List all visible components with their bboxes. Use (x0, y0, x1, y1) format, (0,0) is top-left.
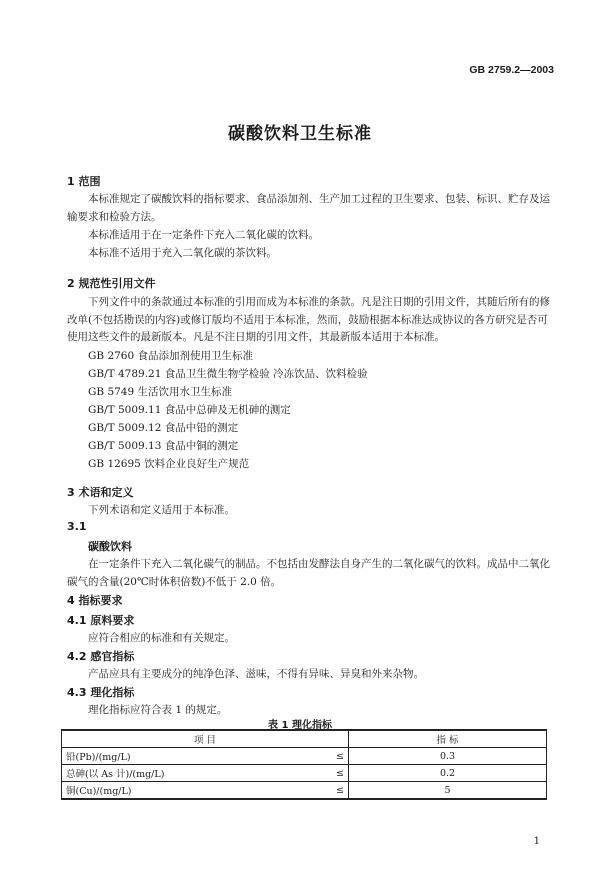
table-row (62, 782, 547, 800)
table-row (62, 765, 547, 782)
column-header-item: 项 目 (62, 730, 349, 748)
row-value: 0.3 (349, 748, 547, 765)
table-row (62, 748, 547, 765)
reference-item: GB 5749 生活饮用水卫生标准 (88, 386, 233, 398)
document-title: 碳酸饮料卫生标准 (228, 124, 372, 144)
section-2-heading: 2 规范性引用文件 (67, 277, 156, 290)
subsection-4-2-text: 产品应具有主要成分的纯净色泽、滋味，不得有异味、异臭和外来杂物。 (88, 668, 424, 680)
row-item: 总砷(以 As 计)/(mg/L) (62, 765, 281, 782)
reference-item: GB/T 5009.11 食品中总砷及无机砷的测定 (88, 404, 291, 416)
physicochemical-table (61, 729, 547, 800)
section-1-para-2: 本标准适用于在一定条件下充入二氧化碳的饮料。 (88, 229, 319, 241)
subsection-4-3-heading: 4.3 理化指标 (67, 686, 135, 699)
section-1-para-3: 本标准不适用于充入二氧化碳的茶饮料。 (88, 247, 277, 259)
section-4-heading: 4 指标要求 (67, 594, 123, 607)
subsection-4-1-heading: 4.1 原料要求 (67, 614, 135, 627)
page-number: 1 (533, 836, 540, 847)
reference-item: GB/T 4789.21 食品卫生微生物学检验 冷冻饮品、饮料检验 (88, 368, 368, 380)
table-caption: 表 1 理化指标 (268, 720, 332, 731)
section-2-para-1: 下列文件中的条款通过本标准的引用而成为本标准的条款。凡是注日期的引用文件，其随后所有的修改单(不包括勘误的内容)或修订版均不适用于本标准，然而，鼓励根据本标准达成协议的各方研究是否可使用这些文件的最新版本。凡是不注日期的引用文件，其最新版本适用于本标准。 (67, 296, 550, 343)
subsection-3-1-number: 3.1 (67, 520, 87, 533)
row-value: 0.2 (349, 765, 547, 782)
column-header-value: 指 标 (349, 730, 547, 748)
reference-item: GB 2760 食品添加剂使用卫生标准 (88, 350, 254, 362)
row-operator: ≤ (280, 748, 349, 765)
subsection-4-1-text: 应符合相应的标准和有关规定。 (88, 632, 235, 644)
section-3-heading: 3 术语和定义 (67, 486, 134, 499)
row-item: 铜(Cu)/(mg/L) (62, 782, 281, 800)
section-3-para-1: 下列术语和定义适用于本标准。 (88, 504, 235, 516)
reference-item: GB/T 5009.12 食品中铅的测定 (88, 422, 239, 434)
row-value: 5 (349, 782, 547, 800)
term-definition: 在一定条件下充入二氧化碳气的制品。不包括由发酵法自身产生的二氧化碳气的饮料。成品中二氧化碳气的含量(20℃时体积倍数)不低于 2.0 倍。 (67, 558, 550, 588)
subsection-4-2-heading: 4.2 感官指标 (67, 650, 135, 663)
row-item: 铅(Pb)/(mg/L) (62, 748, 281, 765)
subsection-4-3-text: 理化指标应符合表 1 的规定。 (88, 704, 228, 716)
section-1-para-1: 本标准规定了碳酸饮料的指标要求、食品添加剂、生产加工过程的卫生要求、包装、标识、贮存及运输要求和检验方法。 (67, 193, 550, 223)
term-name: 碳酸饮料 (88, 540, 132, 553)
reference-item: GB/T 5009.13 食品中铜的测定 (88, 440, 239, 452)
section-1-heading: 1 范围 (67, 175, 101, 188)
row-operator: ≤ (280, 765, 349, 782)
reference-item: GB 12695 饮料企业良好生产规范 (88, 458, 250, 470)
row-operator: ≤ (280, 782, 349, 800)
table-header-row (62, 730, 547, 748)
standard-number: GB 2759.2—2003 (469, 64, 554, 76)
